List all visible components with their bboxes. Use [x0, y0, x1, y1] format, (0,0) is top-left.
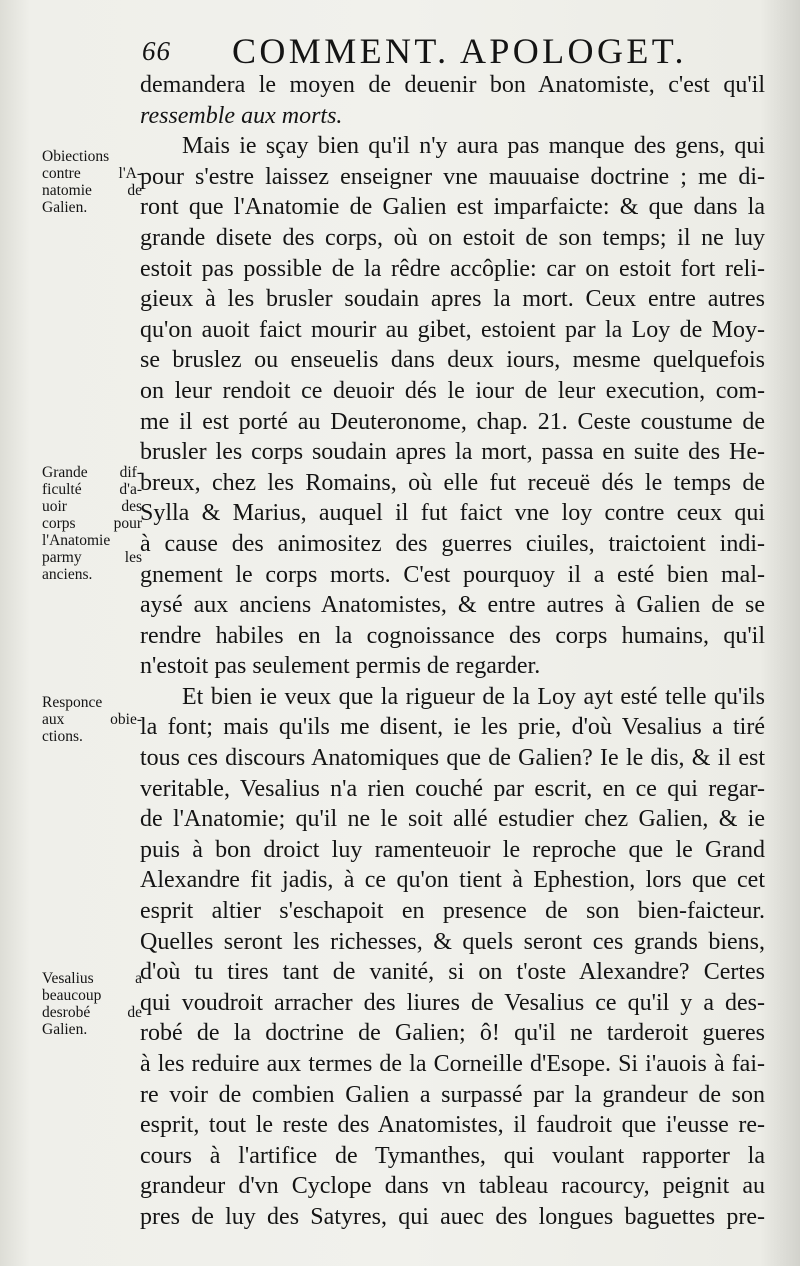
margin-note-line: Galien. — [42, 199, 88, 216]
text-line: qu'on auoit faict mourir au gibet, estoient par la Loy de Moy- — [140, 316, 765, 343]
text-line: on leur rendoit ce deuoir dés le iour de leur execution, com- — [140, 377, 765, 404]
margin-note-line: l'Anatomie — [42, 532, 111, 549]
page-number: 66 — [142, 36, 171, 66]
text-line: grande disete des corps, où on estoit de son temps; il ne luy — [140, 224, 765, 251]
margin-note-line: Obiections — [42, 148, 110, 165]
running-head: COMMENT. APOLOGET. — [232, 31, 687, 71]
page-header — [140, 30, 780, 74]
text-line: puis à bon droict luy ramenteuoir le reproche que le Grand — [140, 836, 765, 863]
text-line: qui voudroit arracher des liures de Vesalius ce qu'il y a des- — [140, 989, 765, 1016]
text-line: veritable, Vesalius n'a rien couché par escrit, en ce qui regar- — [140, 775, 765, 802]
text-line: pour s'estre laissez enseigner vne mauuaise doctrine ; me di- — [140, 163, 765, 190]
text-line: Sylla & Marius, auquel il fut faict vne loy contre ceux qui — [140, 500, 765, 527]
text-line: robé de la doctrine de Galien; ô! qu'il ne tarderoit gueres — [140, 1020, 765, 1047]
text-line: cours à l'artifice de Tymanthes, qui voulant rapporter la — [140, 1142, 765, 1169]
margin-note-line: contre l'A- — [42, 165, 142, 182]
text-line: à les reduire aux termes de la Corneille d'Esope. Si i'auois à fai- — [140, 1051, 765, 1077]
text-line: breux, chez les Romains, où elle fut receuë dés le temps de — [140, 469, 765, 496]
text-line: rendre habiles en la cognoissance des corps humains, qu'il — [140, 622, 765, 649]
margin-note-line: natomie de — [42, 182, 142, 199]
margin-note-objections — [42, 148, 142, 216]
margin-note-line: corps pour — [42, 515, 142, 532]
text-line: esprit, tout le reste des Anatomistes, il faudroit que i'eusse re- — [140, 1112, 765, 1139]
text-line: re voir de combien Galien a surpassé par la grandeur de son — [140, 1081, 765, 1108]
text-line: se bruslez ou enseuelis dans deux iours, mesme quelquefois — [140, 347, 765, 374]
text-line: ront que l'Anatomie de Galien est imparfaicte: & que dans la — [140, 194, 765, 221]
text-line: grandeur d'vn Cyclope dans vn tableau racourcy, peignit au — [140, 1173, 765, 1200]
text-line: ressemble aux morts. — [140, 102, 343, 129]
margin-note-line: ficulté d'a- — [42, 481, 142, 498]
text-line: d'où tu tires tant de vanité, si on t'oste Alexandre? Certes — [140, 959, 765, 986]
margin-note-line: uoir des — [42, 498, 142, 515]
text-line: n'estoit pas seulement permis de regarder. — [140, 653, 541, 680]
margin-note-difficulty — [42, 464, 142, 583]
margin-note-response — [42, 694, 142, 745]
text-line: tous ces discours Anatomiques que de Galien? Ie le dis, & il est — [140, 745, 765, 772]
text-line: aysé aux anciens Anatomistes, & entre autres à Galien de se — [140, 592, 765, 619]
margin-note-line: parmy les — [42, 549, 142, 566]
text-line: esprit altier s'eschapoit en presence de son bien-faicteur. — [140, 898, 765, 925]
text-line: gnement le corps morts. C'est pourquoy il a esté bien mal- — [140, 561, 765, 588]
text-line: Mais ie sçay bien qu'il n'y aura pas manque des gens, qui — [182, 133, 765, 160]
margin-note-line: Responce — [42, 694, 103, 711]
text-line: à cause des animositez des guerres ciuiles, traictoient indi- — [140, 530, 765, 557]
text-line: Quelles seront les richesses, & quels seront ces grands biens, — [140, 928, 765, 955]
text-line: la font; mais qu'ils me disent, ie les prie, d'où Vesalius a tiré — [140, 714, 765, 741]
text-line: estoit pas possible de la rêdre accôplie: car on estoit fort reli- — [140, 255, 765, 282]
margin-note-line: Grande dif- — [42, 464, 142, 481]
text-line: de l'Anatomie; qu'il ne le soit allé estudier chez Galien, & ie — [140, 806, 765, 833]
margin-note-line: Vesalius a — [42, 970, 142, 987]
margin-note-line: aux obie- — [42, 711, 142, 728]
text-line: demandera le moyen de deuenir bon Anatomiste, c'est qu'il — [140, 72, 765, 98]
text-line: pres de luy des Satyres, qui auec des longues baguettes pre- — [140, 1203, 765, 1230]
text-line: Alexandre fit jadis, à ce qu'on tient à Ephestion, lors que cet — [140, 867, 765, 894]
text-line: brusler les corps soudain apres la mort, passa en suite des He- — [140, 439, 765, 466]
text-line: Et bien ie veux que la rigueur de la Loy ayt esté telle qu'ils — [182, 683, 765, 710]
margin-note-line: anciens. — [42, 566, 93, 583]
margin-note-vesalius — [42, 970, 142, 1038]
body-text — [140, 70, 765, 1233]
margin-note-line: Galien. — [42, 1021, 88, 1038]
margin-note-line: beaucoup — [42, 987, 102, 1004]
margin-note-line: ctions. — [42, 728, 83, 745]
text-line: gieux à les brusler soudain apres la mort. Ceux entre autres — [140, 286, 765, 313]
text-line: me il est porté au Deuteronome, chap. 21. Ceste coustume de — [140, 408, 765, 435]
margin-note-line: desrobé de — [42, 1004, 142, 1021]
